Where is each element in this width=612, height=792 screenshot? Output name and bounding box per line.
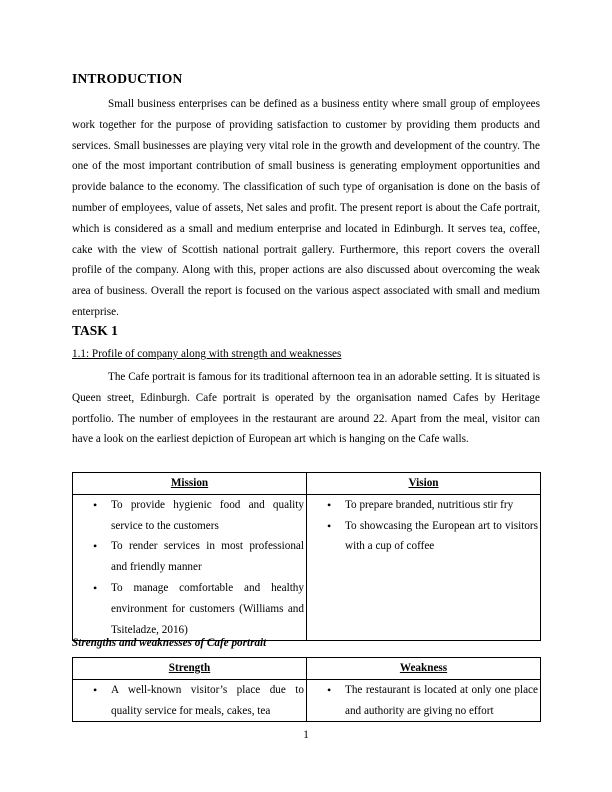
strength-cell: [73, 679, 307, 722]
weakness-list: [309, 680, 538, 722]
vision-cell: [307, 494, 541, 641]
mission-header: Mission: [73, 473, 307, 495]
strength-list: [75, 680, 304, 722]
weakness-item: • The restaurant is located at only one place and authority are giving no effort: [345, 680, 538, 722]
mission-item: • To provide hygienic food and quality service to the customers: [111, 495, 304, 537]
weakness-cell: [307, 679, 541, 722]
vision-header: Vision: [307, 473, 541, 495]
page-number: 1: [303, 729, 309, 741]
introduction-paragraph: Small business enterprises can be defined as a business entity where small group of employees work together for the purpose of providing satisfaction to customer by providing them products and services. Small businesses are playing very vital role in the growth and development of the country. The one of the most important contribution of small business is generating employment opportunities and provide balance to the economy. The classification of such type of organisation is done on the basis of number of employees, value of assets, Net sales and profit. The present report is about the Cafe portrait, which is considered as a small and medium enterprise and located in Edinburgh. It serves tea, coffee, cake with the view of Scottish national portrait gallery. Furthermore, this report covers the overall profile of the company. Along with this, proper actions are also discussed about overcoming the weak area of business. Overall the report is focused on the various aspect associated with small and medium enterprise.: [72, 98, 540, 318]
task1-heading: TASK 1: [72, 323, 118, 338]
task1-subheading: 1.1: Profile of company along with strength and weaknesses: [72, 348, 342, 360]
mission-list: [75, 495, 304, 641]
profile-paragraph: The Cafe portrait is famous for its traditional afternoon tea in an adorable setting. It is situated is Queen street, Edinburgh. Cafe portrait is operated by the organisation named Cafes by Heritage portfolio. The number of employees in the restaurant are around 22. Apart from the meal, visitor can have a look on the earliest depiction of European art which is hanging on the Cafe walls.: [72, 371, 540, 446]
strengths-weaknesses-table: [72, 657, 541, 722]
vision-list: [309, 495, 538, 557]
mission-vision-table: [72, 472, 541, 641]
vision-item: • To showcasing the European art to visitors with a cup of coffee: [345, 516, 538, 558]
strength-item: • A well-known visitor’s place due to quality service for meals, cakes, tea: [111, 680, 304, 722]
mission-item: • To manage comfortable and healthy environment for customers (Williams and Tsiteladze, 2016): [111, 578, 304, 640]
introduction-heading: INTRODUCTION: [72, 71, 183, 86]
mission-cell: [73, 494, 307, 641]
strength-header: Strength: [73, 658, 307, 680]
weakness-header: Weakness: [307, 658, 541, 680]
vision-item: • To prepare branded, nutritious stir fry: [345, 495, 538, 516]
mission-item: • To render services in most professional and friendly manner: [111, 536, 304, 578]
strengths-weaknesses-caption: Strengths and weaknesses of Cafe portrait: [72, 637, 267, 649]
